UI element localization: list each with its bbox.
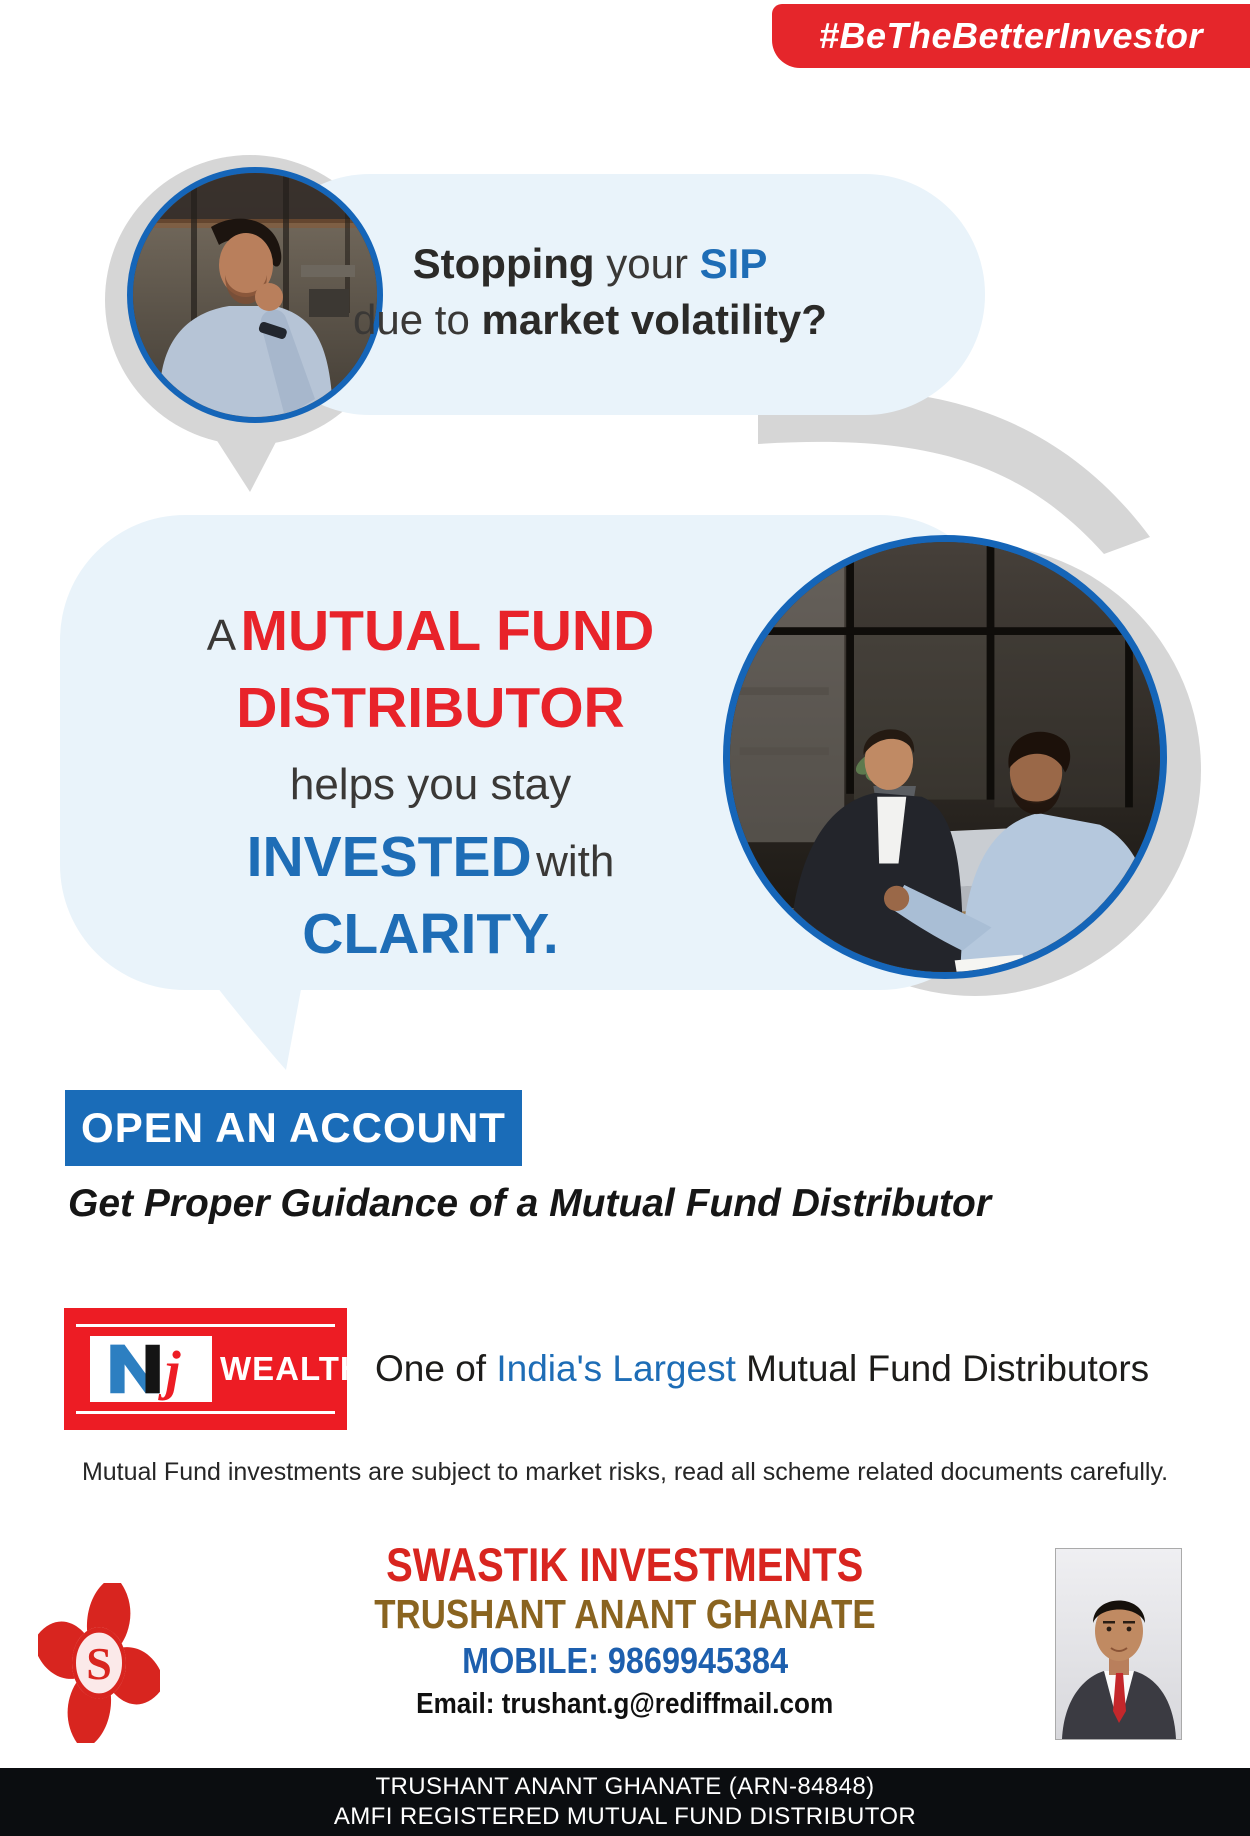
- word-invested: INVESTED: [246, 825, 532, 889]
- disclaimer-text: Mutual Fund investments are subject to market risks, read all scheme related documents carefully.: [81, 1458, 1169, 1486]
- word-market-volatility: market volatility?: [481, 296, 827, 343]
- hashtag-text: #BeTheBetterInvestor: [818, 15, 1204, 56]
- advisor-portrait-art: [1056, 1549, 1181, 1739]
- firm-name: SWASTIK INVESTMENTS: [386, 1538, 864, 1591]
- email-address: Email: trushant.g@rediffmail.com: [416, 1688, 834, 1720]
- nj-monogram-j: j: [165, 1339, 181, 1401]
- photo-advisor-with-client: [723, 535, 1167, 979]
- word-stopping: Stopping: [412, 240, 595, 287]
- tagline-one-of: One of: [375, 1348, 487, 1389]
- photo-advisor-with-client-art: [730, 542, 1160, 972]
- question-line-1: [330, 236, 850, 292]
- distributor-name: TRUSHANT ANANT GHANATE: [374, 1591, 876, 1637]
- mobile-number: MOBILE: 9869945384: [462, 1640, 788, 1681]
- answer-line-3: [108, 754, 753, 826]
- guidance-text: Get Proper Guidance of a Mutual Fund Distributor: [68, 1182, 992, 1225]
- word-clarity: CLARITY.: [302, 902, 559, 966]
- open-account-button[interactable]: [65, 1090, 522, 1166]
- footer-arn-line: TRUSHANT ANANT GHANATE (ARN-84848): [375, 1773, 875, 1800]
- word-with: with: [536, 837, 615, 886]
- answer-line-4: [108, 826, 753, 903]
- word-your: your: [606, 240, 688, 287]
- swastik-logo-letter: S: [86, 1638, 112, 1689]
- hashtag-banner: [772, 4, 1250, 68]
- advisor-portrait-photo: [1055, 1548, 1182, 1740]
- answer-line-1: [108, 600, 753, 677]
- answer-line-5: [108, 903, 753, 980]
- answer-text: [108, 600, 753, 980]
- tagline-indias-largest: India's Largest: [496, 1348, 736, 1389]
- nj-monogram-art: [90, 1336, 212, 1402]
- footer-amfi-line: AMFI REGISTERED MUTUAL FUND DISTRIBUTOR: [333, 1803, 917, 1830]
- word-distributor: DISTRIBUTOR: [236, 676, 625, 740]
- word-mutual-fund: MUTUAL FUND: [240, 599, 655, 663]
- nj-tagline: [375, 1348, 1149, 1390]
- answer-line-2: [108, 677, 753, 754]
- question-line-2: [330, 292, 850, 348]
- footer-bar: [0, 1768, 1250, 1836]
- tagline-mfd: Mutual Fund Distributors: [746, 1348, 1150, 1389]
- word-helps-you-stay: helps you stay: [289, 760, 572, 809]
- nj-wealth-logo: [64, 1308, 365, 1430]
- word-sip: SIP: [699, 240, 768, 287]
- open-account-label: OPEN AN ACCOUNT: [81, 1104, 506, 1151]
- nj-monogram: [90, 1336, 212, 1402]
- word-due-to: due to: [353, 296, 470, 343]
- nj-wordmark: WEALTH: [220, 1350, 365, 1387]
- word-a: A: [206, 611, 237, 660]
- question-text: [330, 236, 850, 348]
